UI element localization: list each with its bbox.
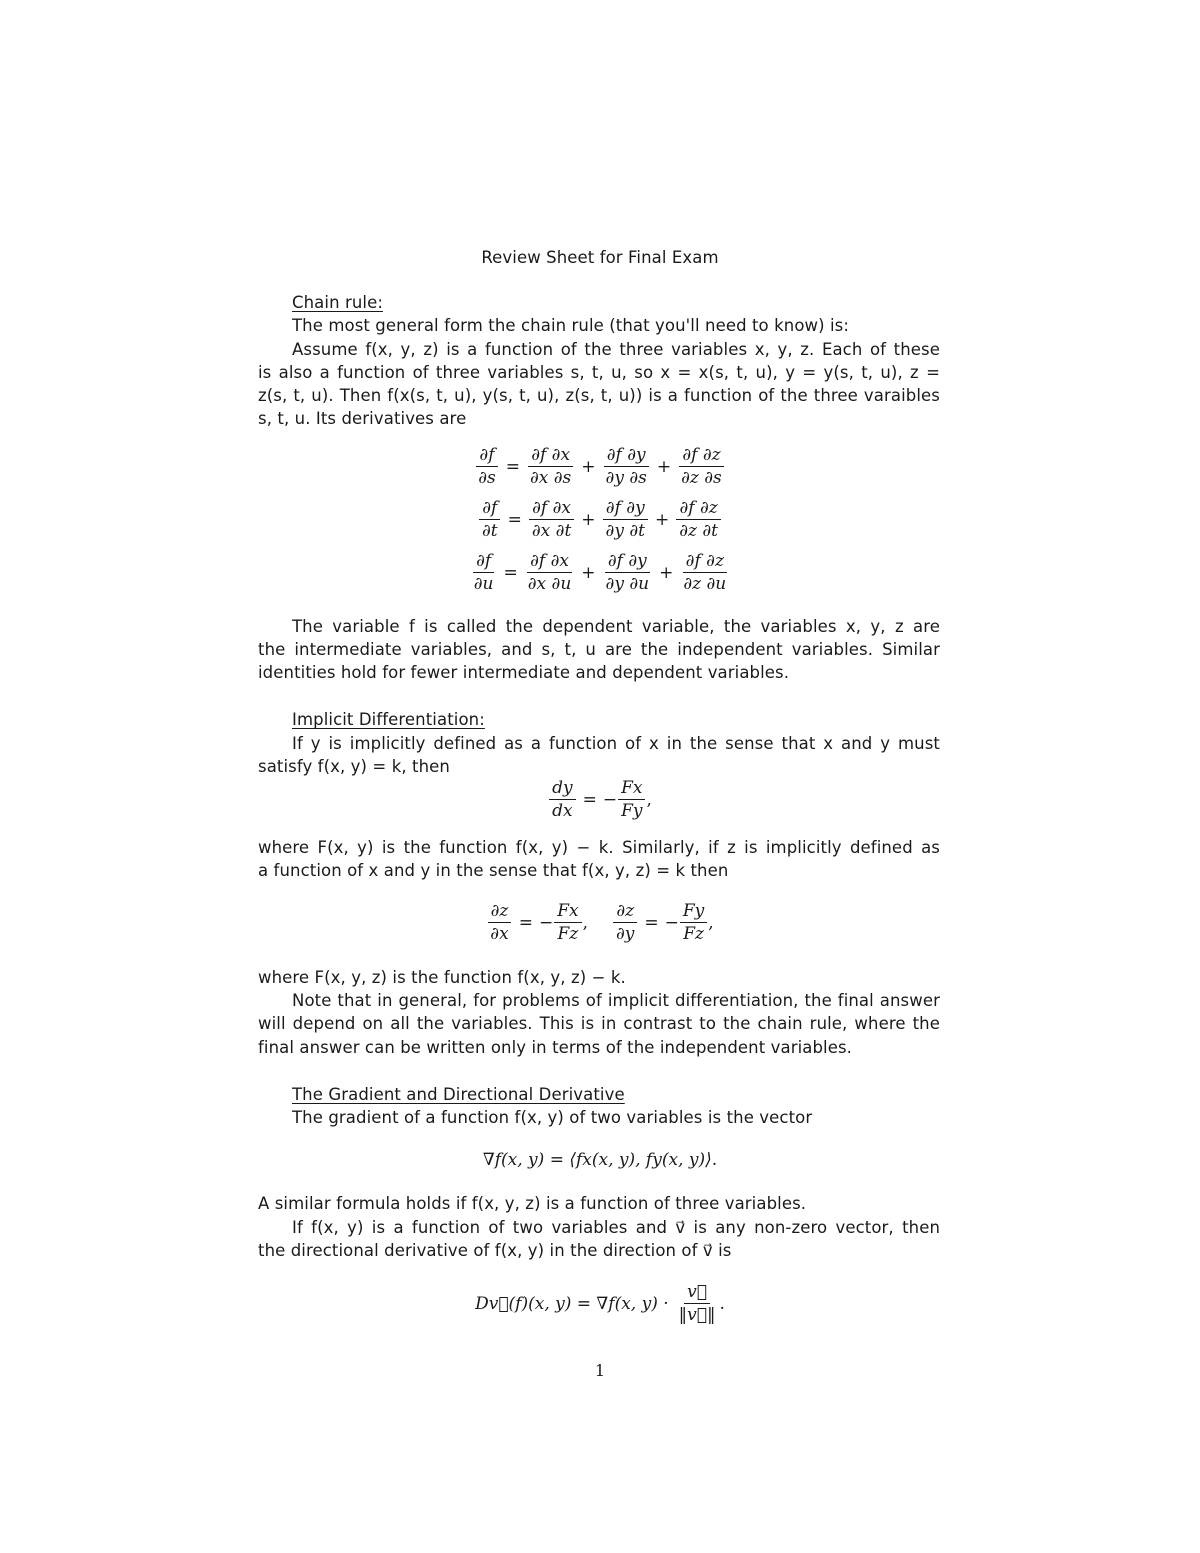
chain-rule-text-line: identities hold for fewer intermediate and dependent variables. xyxy=(258,663,790,682)
chain-rule-intro: The most general form the chain rule (that you'll need to know) is: xyxy=(292,316,850,335)
implicit-text-line: where F(x, y, z) is the function f(x, y, z) − k. xyxy=(258,968,626,987)
implicit-text-line: final answer can be written only in terms of the independent variables. xyxy=(258,1038,853,1057)
chain-rule-text-line: Assume f(x, y, z) is a function of the three variables x, y, z. Each of these xyxy=(292,340,940,359)
chain-rule-text-line: s, t, u. Its derivatives are xyxy=(258,409,467,428)
implicit-text-line: will depend on all the variables. This is in contrast to the chain rule, where the xyxy=(258,1014,940,1033)
chain-rule-equation-t: $\frac{\partial f}{\partial t}$ = $\frac{\partial f \partial x}{\partial x \partial t}$ + $\frac{\partial f \partial y}{\partial y \partial t}$ + $\frac{\partial f \partial z}{\partial z \partial t}$ xyxy=(0,498,1200,541)
gradient-text-line: A similar formula holds if f(x, y, z) is a function of three variables. xyxy=(258,1194,807,1213)
chain-rule-equation-s: $\frac{\partial f}{\partial s}$ = $\frac{\partial f \partial x}{\partial x \partial s}$ + $\frac{\partial f \partial y}{\partial y \partial s}$ + $\frac{\partial f \partial z}{\partial z \partial s}$ xyxy=(478,445,722,488)
chain-rule-equation-u: $\frac{\partial f}{\partial u}$ = $\frac{\partial f \partial x}{\partial x \partial u}$ + $\frac{\partial f \partial y}{\partial y \partial u}$ + $\frac{\partial f \partial z}{\partial z \partial u}$ xyxy=(473,551,727,594)
gradient-text-line: If f(x, y) is a function of two variables and v⃗ is any non-zero vector, then xyxy=(292,1218,940,1237)
gradient-equation: ∇f(x, y) = ⟨fx(x, y), fy(x, y)⟩. xyxy=(482,1150,718,1170)
gradient-heading: The Gradient and Directional Derivative xyxy=(292,1085,625,1104)
chain-rule-heading: Chain rule: xyxy=(292,293,384,312)
implicit-text-line: a function of x and y in the sense that f(x, y, z) = k then xyxy=(258,861,729,880)
implicit-text-line: Note that in general, for problems of implicit differentiation, the final answer xyxy=(292,991,940,1010)
implicit-heading: Implicit Differentiation: xyxy=(292,710,485,729)
implicit-equation-partial-z: $\frac{\partial z}{\partial x}$ = − $\frac{Fx}{Fz}$ , $\frac{\partial z}{\partial y}$ = − $\frac{Fy}{Fz}$ , xyxy=(0,901,1200,944)
gradient-text-line: The gradient of a function f(x, y) of two variables is the vector xyxy=(292,1108,813,1127)
chain-rule-text-line: is also a function of three variables s, t, u, so x = x(s, t, u), y = y(s, t, u), z = xyxy=(258,363,940,382)
implicit-text-line: where F(x, y) is the function f(x, y) − k. Similarly, if z is implicitly defined as xyxy=(258,838,940,857)
page-title: Review Sheet for Final Exam xyxy=(481,248,719,267)
directional-derivative-equation: Dv⃗(f)(x, y) = ∇f(x, y) · $\frac{v⃗}{‖v⃗‖}$ . xyxy=(475,1282,725,1325)
chain-rule-text-line: z(s, t, u). Then f(x(s, t, u), y(s, t, u), z(s, t, u)) is a function of the three varaibles xyxy=(258,386,940,405)
implicit-equation-dy-dx: $\frac{dy}{dx}$ = − $\frac{Fx}{Fy}$ , xyxy=(0,778,1200,821)
implicit-text-line: If y is implicitly defined as a function of x in the sense that x and y must xyxy=(292,734,940,753)
chain-rule-text-line: The variable f is called the dependent variable, the variables x, y, z are xyxy=(292,617,940,636)
page-number: 1 xyxy=(594,1361,606,1380)
implicit-text-line: satisfy f(x, y) = k, then xyxy=(258,757,450,776)
gradient-text-line: the directional derivative of f(x, y) in the direction of v⃗ is xyxy=(258,1241,732,1260)
chain-rule-text-line: the intermediate variables, and s, t, u are the independent variables. Similar xyxy=(258,640,940,659)
